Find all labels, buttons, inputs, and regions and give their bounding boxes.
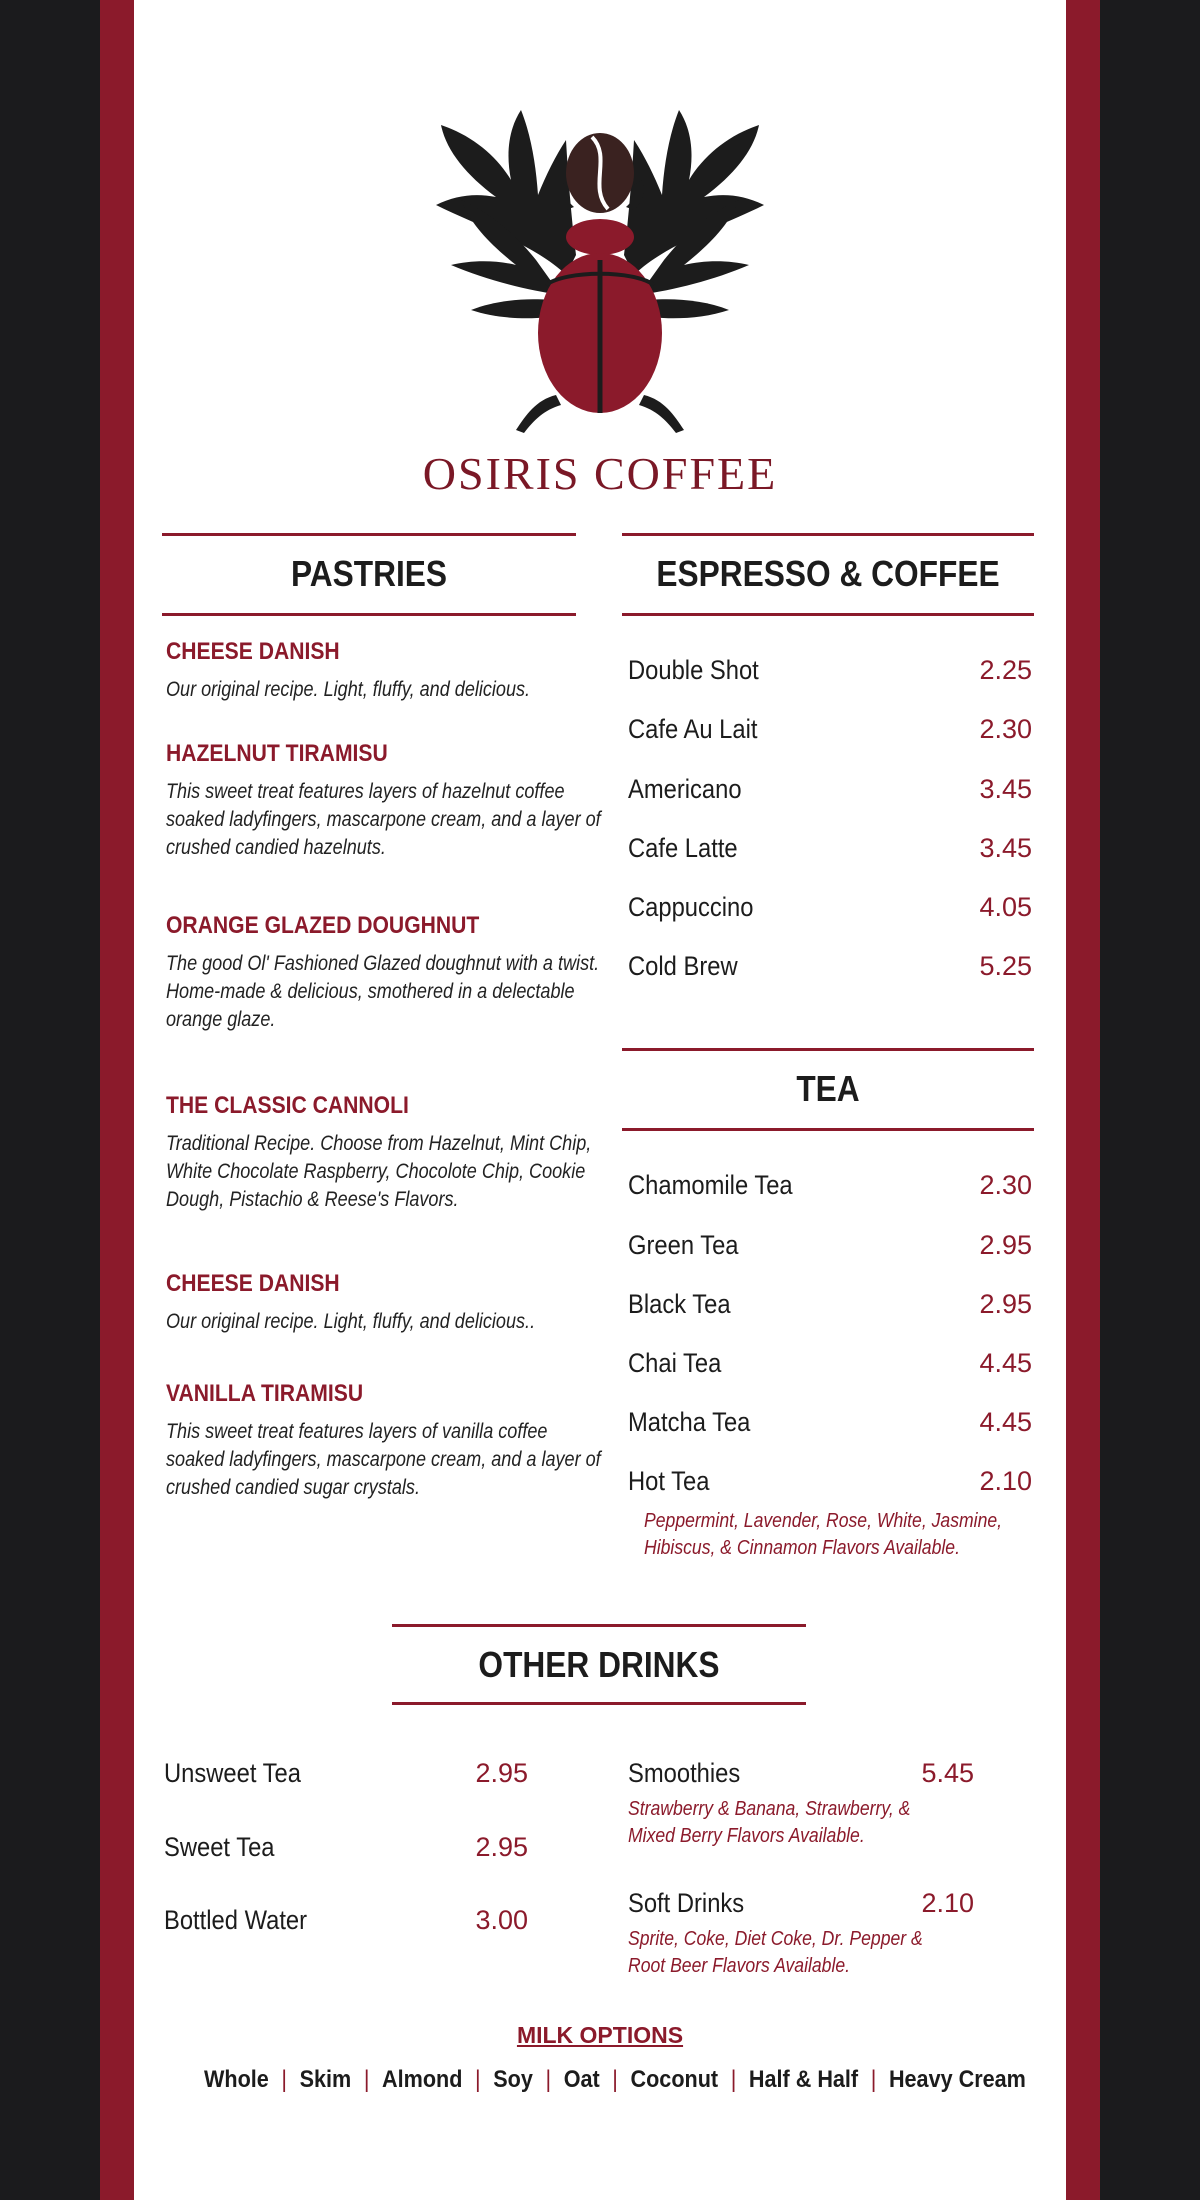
drink-name: Black Tea (628, 1289, 731, 1319)
pastry-item (166, 912, 606, 1034)
pastry-description: The good Ol' Fashioned Glazed doughnut with a twist. Home-made & delicious, smothered in a delectable orange glaze. (166, 952, 600, 1031)
pastry-item (166, 1270, 606, 1336)
drink-price: 2.10 (921, 1888, 974, 1918)
drink-name: Smoothies (628, 1758, 741, 1788)
hot-tea-flavors-note-line2: Hibiscus, & Cinnamon Flavors Available. (644, 1537, 960, 1559)
pastry-description: Traditional Recipe. Choose from Hazelnut, Mint Chip, White Chocolate Raspberry, Chocolote Chip, Cookie Dough, Pistachio & Reese's Flavors. (166, 1132, 592, 1211)
drink-price: 2.95 (475, 1832, 528, 1862)
drink-price: 4.45 (979, 1348, 1032, 1378)
divider: | (281, 2066, 288, 2093)
brand-name: OSIRIS COFFEE (422, 448, 778, 499)
divider: | (363, 2066, 370, 2093)
drink-price: 2.30 (979, 714, 1032, 744)
soft-drinks-flavors-note-line2: Root Beer Flavors Available. (628, 1955, 851, 1977)
divider: | (870, 2066, 877, 2093)
divider: | (730, 2066, 737, 2093)
divider: | (545, 2066, 552, 2093)
milk-option: Almond (382, 2066, 463, 2093)
pastry-item (166, 1380, 606, 1502)
drink-price: 2.30 (979, 1170, 1032, 1200)
drink-price: 5.25 (979, 951, 1032, 981)
drink-price: 2.25 (979, 655, 1032, 685)
pastry-item (166, 740, 606, 862)
divider: | (475, 2066, 481, 2093)
drink-name: Cafe Au Lait (628, 714, 758, 744)
drink-price: 2.95 (475, 1758, 528, 1788)
pastries-bottom-rule (162, 613, 576, 616)
drink-name: Bottled Water (164, 1905, 308, 1935)
other-top-rule (392, 1624, 806, 1627)
pastry-name: CHEESE DANISH (166, 638, 340, 665)
drink-price: 2.10 (979, 1466, 1032, 1496)
pastry-description: Our original recipe. Light, fluffy, and delicious. (166, 678, 531, 701)
drink-price: 4.45 (979, 1407, 1032, 1437)
espresso-top-rule (622, 533, 1034, 536)
drink-name: Soft Drinks (628, 1888, 745, 1918)
pastry-description: Our original recipe. Light, fluffy, and delicious.. (166, 1310, 536, 1333)
pastry-description: This sweet treat features layers of hazelnut coffee soaked ladyfingers, mascarpone cream, and a layer of crushed candied hazelnuts. (166, 780, 601, 859)
right-red-border (1066, 0, 1100, 2200)
drink-price: 2.95 (979, 1289, 1032, 1319)
other-bottom-rule (392, 1702, 806, 1705)
winged-scarab-coffee-bean-icon (416, 95, 784, 435)
tea-bottom-rule (622, 1128, 1034, 1131)
drink-name: Cafe Latte (628, 833, 738, 863)
drink-name: Double Shot (628, 655, 759, 685)
tea-top-rule (622, 1048, 1034, 1051)
drink-name: Chai Tea (628, 1348, 722, 1378)
milk-option: Soy (493, 2066, 533, 2093)
drink-name: Matcha Tea (628, 1407, 751, 1437)
smoothies-flavors-note-line2: Mixed Berry Flavors Available. (628, 1825, 865, 1847)
pastry-name: VANILLA TIRAMISU (166, 1380, 364, 1407)
drink-price: 3.45 (979, 833, 1032, 863)
milk-options-title: MILK OPTIONS (516, 2022, 684, 2048)
drink-price: 2.95 (979, 1230, 1032, 1260)
drink-name: Chamomile Tea (628, 1170, 793, 1200)
pastry-name: ORANGE GLAZED DOUGHNUT (166, 912, 480, 939)
milk-option: Whole (204, 2066, 269, 2093)
pastry-name: THE CLASSIC CANNOLI (166, 1092, 409, 1119)
pastry-item (166, 1092, 606, 1214)
milk-option: Skim (299, 2066, 352, 2093)
drink-name: Hot Tea (628, 1466, 710, 1496)
milk-option: Heavy Cream (888, 2066, 1026, 2093)
milk-options-list (204, 2066, 1026, 2094)
drink-name: Americano (628, 774, 742, 804)
hot-tea-flavors-note: Peppermint, Lavender, Rose, White, Jasmine, (644, 1510, 1003, 1532)
tea-title: TEA (796, 1068, 860, 1109)
espresso-title: ESPRESSO & COFFEE (656, 553, 1000, 594)
drink-name: Unsweet Tea (164, 1758, 301, 1788)
divider: | (612, 2066, 618, 2093)
drink-price: 5.45 (921, 1758, 974, 1788)
drink-name: Green Tea (628, 1230, 739, 1260)
left-red-border (100, 0, 134, 2200)
espresso-bottom-rule (622, 613, 1034, 616)
pastry-name: HAZELNUT TIRAMISU (166, 740, 388, 767)
milk-option: Oat (563, 2066, 600, 2093)
milk-option: Half & Half (748, 2066, 859, 2093)
pastries-title: PASTRIES (290, 553, 448, 594)
soft-drinks-flavors-note: Sprite, Coke, Diet Coke, Dr. Pepper & (628, 1928, 923, 1950)
drink-name: Cappuccino (628, 892, 754, 922)
drink-name: Sweet Tea (164, 1832, 275, 1862)
drink-price: 4.05 (979, 892, 1032, 922)
pastry-name: CHEESE DANISH (166, 1270, 340, 1297)
drink-name: Cold Brew (628, 951, 738, 981)
drink-price: 3.45 (979, 774, 1032, 804)
smoothies-flavors-note: Strawberry & Banana, Strawberry, & (628, 1798, 911, 1820)
other-drinks-title: OTHER DRINKS (478, 1644, 720, 1685)
pastry-description: This sweet treat features layers of vanilla coffee soaked ladyfingers, mascarpone cream, and a layer of crushed candied sugar crystals. (166, 1420, 601, 1499)
pastry-item (166, 638, 606, 704)
pastries-top-rule (162, 533, 576, 536)
milk-option: Coconut (630, 2066, 719, 2093)
drink-price: 3.00 (475, 1905, 528, 1935)
